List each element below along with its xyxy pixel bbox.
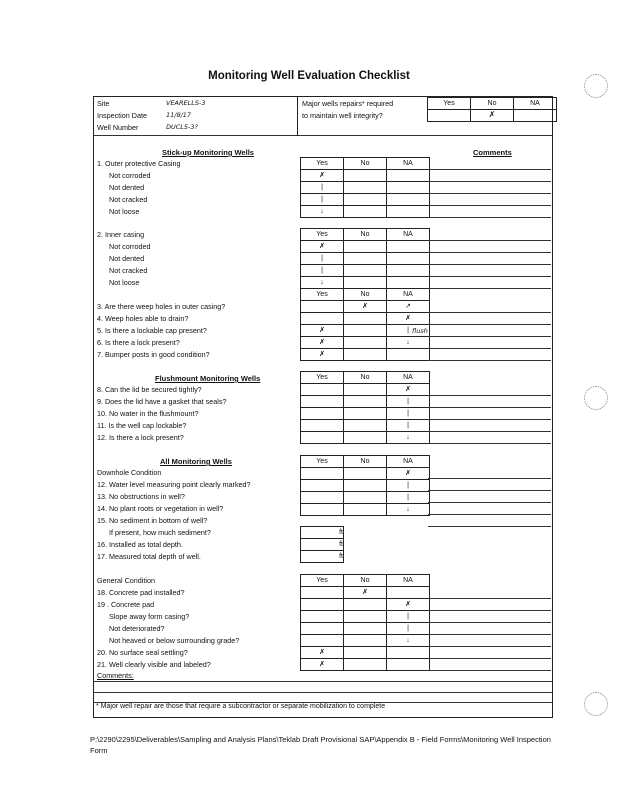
comment-line — [428, 324, 551, 325]
no-header: No — [344, 229, 387, 241]
heaved-item: Not heaved or below surrounding grade? — [109, 636, 240, 645]
answer-cell[interactable]: ✗ — [301, 337, 344, 349]
na-header: NA — [387, 456, 430, 468]
question-3: 3. Are there weep holes in outer casing? — [97, 302, 226, 311]
comment-line — [428, 395, 551, 396]
na-header: NA — [387, 158, 430, 170]
comment-line — [428, 288, 551, 289]
question-12-flush: 12. Is there a lock present? — [97, 433, 184, 442]
comment-line — [428, 514, 551, 515]
inner-casing-grid — [300, 228, 430, 301]
answer-cell[interactable] — [344, 396, 387, 408]
unit-ft: ft — [339, 540, 343, 548]
repairs-question-line2: to maintain well integrity? — [302, 111, 383, 120]
answer-cell[interactable]: ✗ — [301, 325, 344, 337]
inner-casing-label: 2. Inner casing — [97, 230, 145, 239]
binder-hole-middle — [584, 386, 608, 410]
comments-line[interactable] — [93, 692, 552, 693]
answer-cell[interactable] — [387, 659, 430, 671]
repairs-yes-cell[interactable] — [428, 110, 471, 122]
repairs-na-header: NA — [514, 98, 557, 110]
question-14: 14. No plant roots or vegetation in well? — [97, 504, 224, 513]
question-8: 8. Can the lid be secured tightly? — [97, 385, 202, 394]
answer-cell[interactable] — [301, 587, 344, 599]
all-wells-grid — [300, 455, 430, 516]
na-header: NA — [387, 575, 430, 587]
comment-line — [428, 502, 551, 503]
answer-cell[interactable]: | — [301, 253, 344, 265]
outer-item-2: Not dented — [109, 183, 145, 192]
binder-hole-bottom — [584, 692, 608, 716]
yes-header: Yes — [301, 372, 344, 384]
answer-cell[interactable] — [344, 277, 387, 289]
no-header: No — [344, 372, 387, 384]
question-7: 7. Bumper posts in good condition? — [97, 350, 210, 359]
all-wells-heading: All Monitoring Wells — [160, 457, 232, 466]
answer-cell[interactable]: ✗ — [301, 241, 344, 253]
unit-ft: ft — [339, 528, 343, 536]
question-16: 16. Installed as total depth. — [97, 540, 183, 549]
comment-line — [428, 658, 551, 659]
answer-cell[interactable]: ✗ — [301, 647, 344, 659]
comment-line — [428, 431, 551, 432]
depth-grid — [300, 526, 344, 563]
answer-cell[interactable] — [344, 480, 387, 492]
answer-cell[interactable]: | — [387, 325, 430, 337]
comment-line — [428, 478, 551, 479]
inspection-date-value: 11/8/17 — [166, 111, 192, 119]
repairs-na-cell[interactable] — [514, 110, 557, 122]
answer-cell[interactable]: | — [387, 480, 430, 492]
slope-item: Slope away form casing? — [109, 612, 190, 621]
answer-cell[interactable]: | — [387, 396, 430, 408]
question-15: 15. No sediment in bottom of well? — [97, 516, 208, 525]
downhole-subheading: Downhole Condition — [97, 468, 162, 477]
comments-label: Comments: — [97, 671, 134, 680]
depth-cell[interactable] — [301, 551, 344, 563]
outer-item-1: Not corroded — [109, 171, 151, 180]
answer-cell[interactable] — [344, 623, 387, 635]
answer-cell[interactable] — [344, 384, 387, 396]
answer-cell[interactable] — [387, 253, 430, 265]
comment-line — [428, 193, 551, 194]
yes-header: Yes — [301, 575, 344, 587]
answer-cell[interactable] — [344, 659, 387, 671]
yes-header: Yes — [301, 456, 344, 468]
answer-cell[interactable] — [344, 647, 387, 659]
question-21: 21. Well clearly visible and labeled? — [97, 660, 211, 669]
answer-cell[interactable] — [301, 384, 344, 396]
answer-cell[interactable]: ↓ — [387, 432, 430, 444]
answer-cell[interactable]: ↓ — [301, 277, 344, 289]
no-header: No — [344, 158, 387, 170]
answer-cell[interactable] — [344, 599, 387, 611]
inner-item-4: Not loose — [109, 278, 140, 287]
answer-cell[interactable]: ✗ — [387, 384, 430, 396]
depth-cell[interactable] — [301, 527, 344, 539]
answer-cell[interactable] — [387, 647, 430, 659]
answer-cell[interactable]: ✗ — [387, 313, 430, 325]
comment-line — [428, 419, 551, 420]
inner-item-3: Not cracked — [109, 266, 148, 275]
outer-casing-label: 1. Outer protective Casing — [97, 159, 181, 168]
answer-cell[interactable]: ↓ — [387, 337, 430, 349]
question-17: 17. Measured total depth of well. — [97, 552, 201, 561]
no-header: No — [344, 575, 387, 587]
answer-cell[interactable] — [344, 241, 387, 253]
answer-cell[interactable] — [344, 337, 387, 349]
answer-cell[interactable] — [387, 206, 430, 218]
well-number-label: Well Number — [97, 123, 139, 132]
inner-item-2: Not dented — [109, 254, 145, 263]
answer-cell[interactable]: | — [301, 194, 344, 206]
answer-cell[interactable] — [344, 349, 387, 361]
answer-cell[interactable]: | — [387, 420, 430, 432]
answer-cell[interactable] — [344, 206, 387, 218]
comment-line — [428, 264, 551, 265]
answer-cell[interactable]: ↗ — [387, 301, 430, 313]
answer-cell[interactable]: ↓ — [301, 206, 344, 218]
comment-line — [428, 670, 551, 671]
answer-cell[interactable] — [301, 492, 344, 504]
answer-cell[interactable] — [344, 408, 387, 420]
answer-cell[interactable] — [387, 182, 430, 194]
comment-line — [428, 276, 551, 277]
site-value: VEARELLS-3 — [166, 99, 206, 107]
sediment-amount: If present, how much sediment? — [109, 528, 211, 537]
comment-line — [428, 217, 551, 218]
checkmark: ✗ — [488, 110, 496, 119]
comment-line — [428, 360, 551, 361]
repairs-answer-grid — [427, 97, 557, 122]
answer-cell[interactable]: ✗ — [301, 170, 344, 182]
yes-header: Yes — [301, 158, 344, 170]
answer-cell[interactable]: ↓ — [387, 504, 430, 516]
na-header: NA — [387, 289, 430, 301]
question-13: 13. No obstructions in well? — [97, 492, 185, 501]
answer-cell[interactable] — [387, 349, 430, 361]
flush-side-note: flush — [412, 327, 428, 335]
comment-line — [428, 336, 551, 337]
comments-line[interactable] — [93, 681, 552, 682]
answer-cell[interactable] — [344, 182, 387, 194]
answer-cell[interactable] — [301, 420, 344, 432]
answer-cell[interactable]: ✗ — [344, 301, 387, 313]
answer-cell[interactable] — [344, 253, 387, 265]
answer-cell[interactable] — [344, 611, 387, 623]
comment-line — [428, 490, 551, 491]
question-20: 20. No surface seal settling? — [97, 648, 188, 657]
comment-line — [428, 634, 551, 635]
comment-line — [428, 240, 551, 241]
answer-cell[interactable]: ✗ — [301, 659, 344, 671]
answer-cell[interactable]: | — [387, 492, 430, 504]
answer-cell[interactable]: ✗ — [301, 349, 344, 361]
answer-cell[interactable] — [387, 277, 430, 289]
comment-line — [428, 181, 551, 182]
na-header: NA — [387, 372, 430, 384]
answer-cell[interactable] — [301, 301, 344, 313]
question-10: 10. No water in the flushmount? — [97, 409, 199, 418]
answer-cell[interactable]: | — [301, 265, 344, 277]
deteriorated-item: Not deteriorated? — [109, 624, 165, 633]
flushmount-grid — [300, 371, 430, 444]
depth-cell[interactable] — [301, 539, 344, 551]
answer-cell[interactable] — [301, 468, 344, 480]
form-title: Monitoring Well Evaluation Checklist — [208, 70, 410, 82]
answer-cell[interactable] — [301, 313, 344, 325]
flushmount-heading: Flushmount Monitoring Wells — [155, 374, 261, 383]
stickup-heading: Stick-up Monitoring Wells — [162, 148, 254, 157]
repairs-question-line1: Major wells repairs* required — [302, 99, 394, 108]
repairs-yes-header: Yes — [428, 98, 471, 110]
answer-cell[interactable] — [344, 313, 387, 325]
repairs-no-cell[interactable] — [471, 110, 514, 122]
answer-cell[interactable] — [387, 587, 430, 599]
stickup-questions-grid — [300, 300, 430, 361]
comments-header: Comments — [473, 148, 512, 157]
inner-item-1: Not corroded — [109, 242, 151, 251]
question-9: 9. Does the lid have a gasket that seals? — [97, 397, 227, 406]
answer-cell[interactable]: | — [387, 611, 430, 623]
answer-cell[interactable]: | — [387, 623, 430, 635]
file-path: P:\2290\2295\Deliverables\Sampling and Analysis Plans\Teklab Draft Provisional SAP\Appendix B - Field Forms\Monitoring Well Inspection Form — [90, 735, 551, 755]
inspection-date-label: Inspection Date — [97, 111, 147, 120]
answer-cell[interactable]: ✗ — [344, 587, 387, 599]
yes-header: Yes — [301, 289, 344, 301]
answer-cell[interactable]: | — [301, 182, 344, 194]
answer-cell[interactable] — [344, 635, 387, 647]
answer-cell[interactable] — [344, 170, 387, 182]
comment-line — [428, 610, 551, 611]
site-label: Site — [97, 99, 110, 108]
answer-cell[interactable] — [344, 504, 387, 516]
question-6: 6. Is there a lock present? — [97, 338, 180, 347]
footnote: * Major well repair are those that require a subcontractor or separate mobilization to complete — [96, 703, 386, 710]
yes-header: Yes — [301, 229, 344, 241]
answer-cell[interactable] — [301, 611, 344, 623]
comment-line — [428, 622, 551, 623]
na-header: NA — [387, 229, 430, 241]
answer-cell[interactable] — [344, 432, 387, 444]
comment-line — [428, 407, 551, 408]
answer-cell[interactable] — [344, 420, 387, 432]
comment-line — [428, 205, 551, 206]
answer-cell[interactable] — [301, 396, 344, 408]
comment-line — [428, 348, 551, 349]
outer-item-3: Not cracked — [109, 195, 148, 204]
binder-hole-top — [584, 74, 608, 98]
answer-cell[interactable] — [344, 265, 387, 277]
unit-ft: ft — [339, 552, 343, 560]
answer-cell[interactable] — [387, 170, 430, 182]
general-grid — [300, 574, 430, 671]
question-18: 18. Concrete pad installed? — [97, 588, 185, 597]
answer-cell[interactable] — [387, 265, 430, 277]
answer-cell[interactable] — [301, 635, 344, 647]
well-number-value: DUCL5-3? — [166, 123, 198, 131]
answer-cell[interactable] — [301, 504, 344, 516]
comment-line — [428, 646, 551, 647]
answer-cell[interactable]: ✗ — [387, 468, 430, 480]
answer-cell[interactable] — [344, 194, 387, 206]
outer-item-4: Not loose — [109, 207, 140, 216]
answer-cell[interactable] — [301, 408, 344, 420]
header-divider — [93, 135, 552, 136]
question-12-water: 12. Water level measuring point clearly marked? — [97, 480, 251, 489]
answer-cell[interactable] — [387, 194, 430, 206]
question-4: 4. Weep holes able to drain? — [97, 314, 189, 323]
comment-line — [428, 526, 551, 527]
header-column-divider — [297, 96, 298, 136]
outer-casing-grid — [300, 157, 430, 218]
comment-line — [428, 252, 551, 253]
general-heading: General Condition — [97, 576, 155, 585]
answer-cell[interactable]: | — [387, 408, 430, 420]
comment-line — [428, 443, 551, 444]
answer-cell[interactable] — [387, 241, 430, 253]
comment-line — [428, 598, 551, 599]
no-header: No — [344, 456, 387, 468]
question-5: 5. Is there a lockable cap present? — [97, 326, 207, 335]
question-11: 11. Is the well cap lockable? — [97, 421, 187, 430]
comment-line — [428, 312, 551, 313]
comment-line — [428, 169, 551, 170]
answer-cell[interactable] — [301, 432, 344, 444]
question-19: 19 . Concrete pad — [97, 600, 155, 609]
answer-cell[interactable]: ↓ — [387, 635, 430, 647]
repairs-no-header: No — [471, 98, 514, 110]
answer-cell[interactable] — [301, 623, 344, 635]
answer-cell[interactable] — [344, 325, 387, 337]
answer-cell[interactable] — [301, 480, 344, 492]
answer-cell[interactable] — [344, 468, 387, 480]
answer-cell[interactable] — [301, 599, 344, 611]
answer-cell[interactable] — [344, 492, 387, 504]
no-header: No — [344, 289, 387, 301]
answer-cell[interactable]: ✗ — [387, 599, 430, 611]
